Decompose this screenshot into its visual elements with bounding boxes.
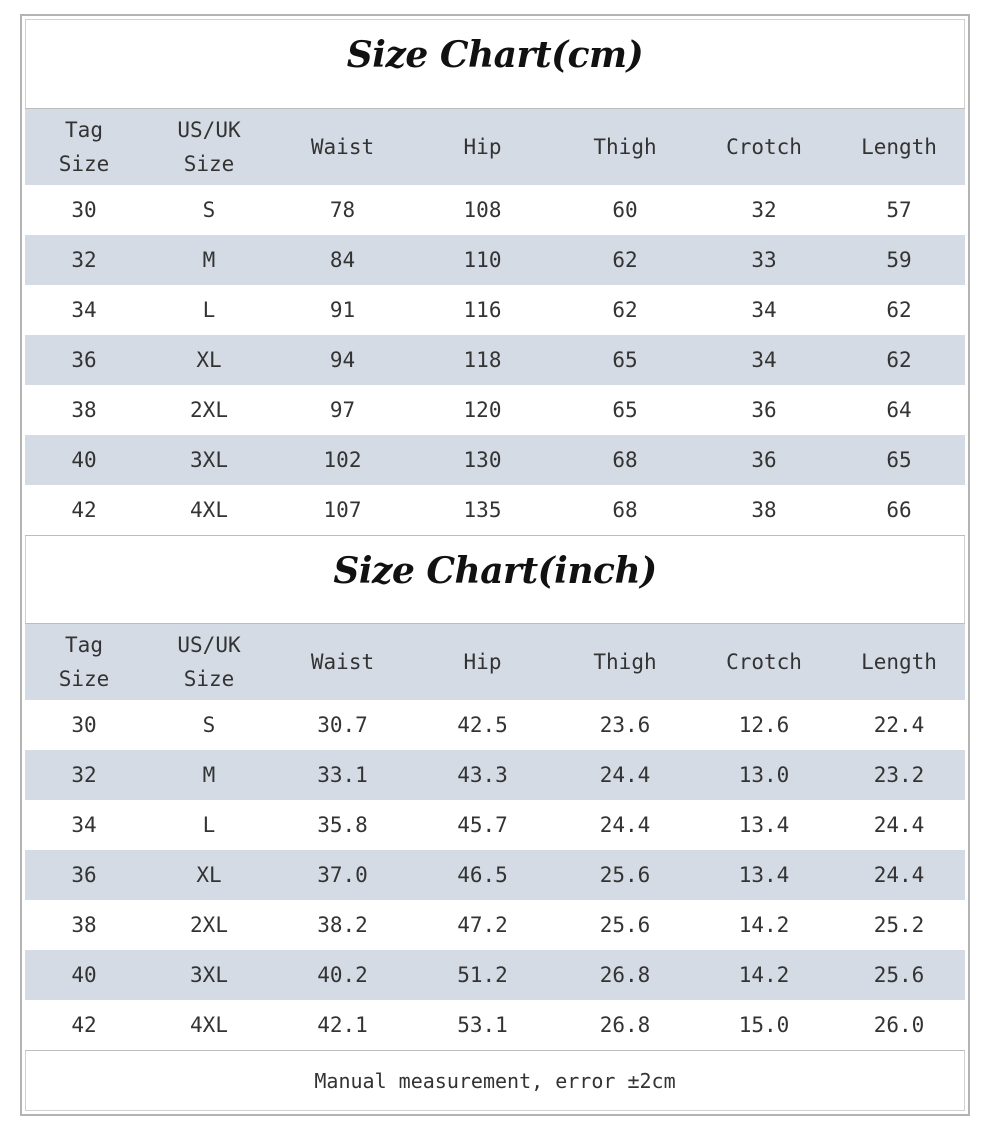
cm-size-table — [25, 109, 965, 535]
inch-chart-title: Size Chart(inch) — [333, 550, 657, 592]
column-header — [410, 645, 555, 679]
table-cell: 24.4 — [599, 763, 651, 787]
table-cell: 65 — [886, 448, 912, 472]
table-cell: 65 — [612, 398, 638, 422]
table-cell: 14.2 — [738, 913, 790, 937]
divider — [25, 1050, 965, 1051]
table-row — [25, 900, 965, 950]
table-cell: 34 — [71, 298, 97, 322]
table-row — [25, 950, 965, 1000]
column-header-line: US/UK — [177, 633, 241, 657]
column-header-line: Size — [58, 667, 110, 691]
column-header-line: Waist — [310, 650, 375, 674]
table-cell: 24.4 — [873, 863, 925, 887]
table-cell: 68 — [612, 498, 638, 522]
table-cell: M — [202, 763, 216, 787]
table-header-row — [25, 109, 965, 185]
table-cell: 25.6 — [599, 913, 651, 937]
table-cell: 42 — [71, 1013, 97, 1037]
table-cell: 4XL — [190, 1013, 228, 1037]
table-cell: 120 — [463, 398, 502, 422]
table-cell: 30 — [71, 713, 97, 737]
table-cell: 26.0 — [873, 1013, 925, 1037]
column-header-line: Hip — [463, 650, 502, 674]
column-header-line: Crotch — [726, 135, 802, 159]
column-header — [555, 645, 695, 679]
table-cell: 57 — [886, 198, 912, 222]
table-cell: 65 — [612, 348, 638, 372]
table-cell: 13.4 — [738, 863, 790, 887]
table-row — [25, 850, 965, 900]
table-cell: 59 — [886, 248, 912, 272]
table-cell: 26.8 — [599, 963, 651, 987]
table-cell: 42.5 — [457, 713, 508, 737]
table-cell: 62 — [886, 348, 912, 372]
table-cell: 25.2 — [873, 913, 925, 937]
column-header-line: Thigh — [593, 135, 657, 159]
table-row — [25, 335, 965, 385]
table-cell: 84 — [329, 248, 356, 272]
table-cell: S — [202, 198, 216, 222]
column-header-line: Size — [58, 152, 110, 176]
table-header-row — [25, 624, 965, 700]
column-header-line: Tag — [65, 633, 103, 657]
column-header — [143, 628, 275, 696]
table-cell: 34 — [751, 298, 777, 322]
table-cell: 108 — [463, 198, 502, 222]
table-cell: S — [202, 713, 216, 737]
table-cell: 64 — [886, 398, 912, 422]
column-header-line: US/UK — [177, 118, 241, 142]
table-cell: 3XL — [190, 963, 228, 987]
table-cell: 135 — [463, 498, 502, 522]
table-row — [25, 700, 965, 750]
divider — [25, 535, 965, 536]
table-row — [25, 235, 965, 285]
size-chart-frame — [20, 14, 970, 1116]
table-cell: 38 — [751, 498, 777, 522]
table-cell: 62 — [612, 248, 638, 272]
table-cell: 36 — [71, 348, 97, 372]
table-cell: 45.7 — [457, 813, 508, 837]
inch-size-table — [25, 624, 965, 1050]
table-cell: 2XL — [190, 398, 228, 422]
table-cell: 78 — [329, 198, 356, 222]
table-row — [25, 385, 965, 435]
table-cell: 38 — [71, 398, 97, 422]
cm-chart-title: Size Chart(cm) — [346, 34, 644, 76]
table-cell: 30 — [71, 198, 97, 222]
table-cell: 25.6 — [873, 963, 925, 987]
table-cell: 23.2 — [873, 763, 925, 787]
table-cell: 40 — [71, 448, 97, 472]
table-cell: 13.0 — [738, 763, 790, 787]
table-cell: 110 — [463, 248, 502, 272]
table-cell: 26.8 — [599, 1013, 651, 1037]
table-row — [25, 1000, 965, 1050]
table-cell: 38.2 — [317, 913, 368, 937]
table-cell: 53.1 — [457, 1013, 508, 1037]
table-cell: XL — [196, 348, 222, 372]
column-header — [275, 645, 410, 679]
table-cell: L — [202, 298, 216, 322]
column-header — [695, 130, 833, 164]
table-cell: 94 — [329, 348, 356, 372]
table-cell: 4XL — [190, 498, 228, 522]
table-cell: 24.4 — [599, 813, 651, 837]
table-cell: 14.2 — [738, 963, 790, 987]
table-cell: 13.4 — [738, 813, 790, 837]
table-cell: 107 — [323, 498, 362, 522]
table-row — [25, 185, 965, 235]
table-cell: 42.1 — [317, 1013, 368, 1037]
column-header-line: Length — [861, 135, 937, 159]
table-row — [25, 750, 965, 800]
table-cell: 32 — [751, 198, 777, 222]
table-cell: 91 — [329, 298, 356, 322]
table-cell: 40 — [71, 963, 97, 987]
column-header — [833, 130, 965, 164]
table-cell: 118 — [463, 348, 502, 372]
table-cell: 35.8 — [317, 813, 368, 837]
column-header — [833, 645, 965, 679]
table-cell: 97 — [329, 398, 356, 422]
column-header-line: Size — [183, 152, 235, 176]
table-cell: 32 — [71, 248, 97, 272]
measurement-note: Manual measurement, error ±2cm — [314, 1069, 676, 1093]
table-cell: 2XL — [190, 913, 228, 937]
table-cell: 37.0 — [317, 863, 368, 887]
table-cell: 36 — [751, 448, 777, 472]
table-cell: 116 — [463, 298, 502, 322]
table-cell: 34 — [71, 813, 97, 837]
column-header-line: Length — [861, 650, 937, 674]
table-cell: 62 — [886, 298, 912, 322]
table-cell: 24.4 — [873, 813, 925, 837]
table-cell: 30.7 — [317, 713, 368, 737]
table-cell: 130 — [463, 448, 502, 472]
column-header-line: Waist — [310, 135, 375, 159]
table-cell: 38 — [71, 913, 97, 937]
column-header-line: Hip — [463, 135, 502, 159]
table-cell: 36 — [71, 863, 97, 887]
table-cell: 42 — [71, 498, 97, 522]
table-cell: 15.0 — [738, 1013, 790, 1037]
table-cell: 47.2 — [457, 913, 508, 937]
table-cell: 43.3 — [457, 763, 508, 787]
column-header-line: Tag — [65, 118, 103, 142]
table-cell: 25.6 — [599, 863, 651, 887]
table-cell: 33.1 — [317, 763, 368, 787]
column-header — [25, 628, 143, 696]
table-cell: 46.5 — [457, 863, 508, 887]
table-row — [25, 485, 965, 535]
column-header-line: Thigh — [593, 650, 657, 674]
table-row — [25, 435, 965, 485]
table-cell: 102 — [323, 448, 362, 472]
column-header — [555, 130, 695, 164]
column-header-line: Size — [183, 667, 235, 691]
table-row — [25, 800, 965, 850]
table-cell: 23.6 — [599, 713, 651, 737]
table-cell: 51.2 — [457, 963, 508, 987]
table-cell: L — [202, 813, 216, 837]
table-cell: 68 — [612, 448, 638, 472]
table-cell: 12.6 — [738, 713, 790, 737]
column-header-line: Crotch — [726, 650, 802, 674]
table-cell: 33 — [751, 248, 777, 272]
table-cell: XL — [196, 863, 222, 887]
table-cell: 36 — [751, 398, 777, 422]
table-row — [25, 285, 965, 335]
column-header — [410, 130, 555, 164]
table-cell: 32 — [71, 763, 97, 787]
table-cell: 62 — [612, 298, 638, 322]
table-cell: 60 — [612, 198, 638, 222]
column-header — [695, 645, 833, 679]
column-header — [143, 113, 275, 181]
table-cell: 66 — [886, 498, 912, 522]
column-header — [25, 113, 143, 181]
table-cell: 40.2 — [317, 963, 368, 987]
table-cell: 34 — [751, 348, 777, 372]
table-cell: 3XL — [190, 448, 228, 472]
column-header — [275, 130, 410, 164]
table-cell: 22.4 — [873, 713, 925, 737]
table-cell: M — [202, 248, 216, 272]
